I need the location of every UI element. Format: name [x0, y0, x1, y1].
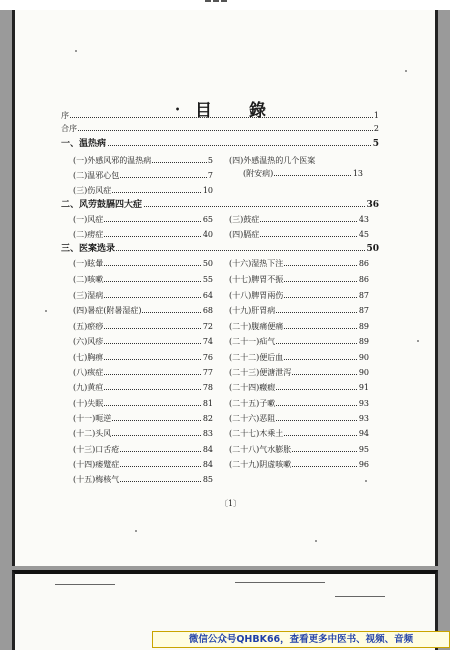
toc-entry-page: 45 [358, 228, 369, 242]
toc-entry-label: (五)瘀痧 [73, 320, 104, 334]
toc-entry-page: 82 [202, 412, 213, 426]
toc-entry-page: 50 [202, 257, 213, 271]
toc-entry-label: (十八)脾胃兩伤 [229, 289, 284, 303]
toc-entry-page: 89 [358, 320, 369, 334]
toc-entry-page: 5 [372, 139, 379, 149]
toc-entry [61, 122, 379, 136]
toc-entry-label: (四)外感温热的几个医案 [229, 154, 316, 168]
toc-entry [73, 458, 213, 472]
toc-entry-label: (十三)口舌疮 [73, 443, 120, 457]
toc-entry-label: 三、医案选录 [61, 244, 116, 254]
toc-entry-label: (二十六)恶阻 [229, 412, 276, 426]
toc-entry-label: (二十四)癥瘕 [229, 381, 276, 395]
toc-entry [73, 397, 213, 411]
toc-entry-page: 68 [202, 304, 213, 318]
scan-speck [315, 540, 317, 542]
toc-entry-page: 95 [358, 443, 369, 457]
toc-entry-label: (十五)梅核气 [73, 473, 120, 487]
toc-entry [61, 242, 379, 256]
toc-leader-dots [61, 145, 379, 146]
toc-entry-page: 93 [358, 412, 369, 426]
toc-entry-page: 87 [358, 304, 369, 318]
scan-speck [135, 530, 137, 532]
toc-entry [73, 213, 213, 227]
toc-entry-page: 96 [358, 458, 369, 472]
scanned-page [12, 10, 438, 566]
toc-entry-label: (四)暑症(附暑湿症) [73, 304, 142, 318]
toc-entry [73, 351, 213, 365]
toc-entry [229, 335, 369, 349]
toc-entry-label: (十二)头风 [73, 427, 112, 441]
toc-entry-label: (十六)湿热下注 [229, 257, 284, 271]
toc-entry [73, 335, 213, 349]
toc-entry-label: (二十二)便后血 [229, 351, 284, 365]
title-char-2: 錄 [249, 101, 268, 121]
scan-speck [405, 70, 407, 72]
toc-entry-label: (四)膈症 [229, 228, 260, 242]
toc-entry [61, 198, 379, 212]
toc-entry-page: 90 [358, 351, 369, 365]
toc-entry-page: 2 [373, 122, 379, 136]
toc-entry-label: (二十七)木乘土 [229, 427, 284, 441]
toc-entry-page: 40 [202, 228, 213, 242]
toc-entry-label: (十一)呃逆 [73, 412, 112, 426]
toc-entry-page: 72 [202, 320, 213, 334]
toc-entry [229, 257, 369, 271]
title-char-1: 目 [195, 101, 214, 121]
toc-entry [229, 154, 369, 168]
toc-entry [229, 351, 369, 365]
toc-entry-label: (二十三)便溏泄泻 [229, 366, 292, 380]
toc-entry-page: 5 [207, 154, 213, 168]
toc-entry [73, 184, 213, 198]
title-bullet: • [175, 104, 183, 114]
top-dash-mark [205, 0, 227, 5]
toc-entry [73, 169, 213, 183]
toc-entry [229, 228, 369, 242]
toc-entry-label: 一、温热病 [61, 139, 107, 149]
toc-entry [229, 412, 369, 426]
watermark-banner: 微信公众号QHBK66，查看更多中医书、视频、音频 [152, 631, 450, 648]
toc-entry [73, 257, 213, 271]
toc-entry-page: 90 [358, 366, 369, 380]
toc-entry [73, 443, 213, 457]
toc-entry-label: (二十八)气水膨胀 [229, 443, 292, 457]
toc-entry-label: (十九)肝胃病 [229, 304, 276, 318]
toc-entry [229, 273, 369, 287]
toc-entry [73, 366, 213, 380]
toc-entry-label: 合序 [61, 122, 78, 136]
toc-entry [229, 304, 369, 318]
toc-entry-page: 13 [352, 167, 363, 181]
toc-entry-page: 87 [358, 289, 369, 303]
toc-entry [73, 320, 213, 334]
toc-entry-label: (三)伤风症 [73, 184, 112, 198]
scan-noise-line [335, 596, 385, 597]
toc-entry-page: 81 [202, 397, 213, 411]
toc-entry [229, 289, 369, 303]
toc-entry-page: 76 [202, 351, 213, 365]
toc-entry [229, 443, 369, 457]
toc-entry-label: (二十)腹痛便痛 [229, 320, 284, 334]
toc-entry-label: (三)湿病 [73, 289, 104, 303]
toc-entry-page: 93 [358, 397, 369, 411]
toc-entry-label: (二)痨症 [73, 228, 104, 242]
toc-entry-label: (六)风疹 [73, 335, 104, 349]
toc-entry-page: 78 [202, 381, 213, 395]
scan-speck [417, 340, 419, 342]
toc-entry-label: (十四)痿躄症 [73, 458, 120, 472]
toc-entry-label: (三)鼓症 [229, 213, 260, 227]
toc-entry-page: 64 [202, 289, 213, 303]
toc-entry [73, 273, 213, 287]
scan-noise-line [55, 584, 115, 585]
toc-entry [73, 228, 213, 242]
toc-entry [73, 381, 213, 395]
toc-entry-label: 二、风劳鼓膈四大症 [61, 200, 143, 210]
toc-entry-page: 86 [358, 257, 369, 271]
toc-entry-page: 86 [358, 273, 369, 287]
toc-entry-page: 91 [358, 381, 369, 395]
toc-entry-label: (十七)脾胃不振 [229, 273, 284, 287]
toc-entry [73, 289, 213, 303]
toc-entry [229, 381, 369, 395]
toc-entry-page: 84 [202, 443, 213, 457]
toc-entry-page: 50 [366, 244, 379, 254]
toc-entry-page: 89 [358, 335, 369, 349]
toc-entry-label: (二)咳嗽 [73, 273, 104, 287]
toc-entry [229, 213, 369, 227]
toc-entry [229, 427, 369, 441]
toc-entry-label: (附安病) [243, 167, 274, 181]
toc-leader-dots [61, 117, 379, 118]
toc-entry-label: (七)胸痹 [73, 351, 104, 365]
scan-speck [45, 310, 47, 312]
toc-entry [229, 458, 369, 472]
toc-leader-dots [61, 130, 379, 131]
toc-entry-label: (一)风症 [73, 213, 104, 227]
toc-entry-page: 55 [202, 273, 213, 287]
scan-noise-line [235, 582, 325, 583]
page-number: 〔1〕 [220, 499, 242, 508]
toc-entry [229, 320, 369, 334]
toc-entry [73, 412, 213, 426]
toc-entry [73, 427, 213, 441]
toc-entry [229, 397, 369, 411]
toc-entry-page: 74 [202, 335, 213, 349]
toc-entry [73, 304, 213, 318]
toc-entry-page: 36 [366, 200, 379, 210]
viewer-top-strip [0, 0, 450, 10]
toc-entry-label: (八)痎症 [73, 366, 104, 380]
toc-entry [73, 154, 213, 168]
toc-entry-page: 77 [202, 366, 213, 380]
toc-entry-page: 85 [202, 473, 213, 487]
toc-entry-label: (一)眩暈 [73, 257, 104, 271]
toc-entry-page: 7 [207, 169, 213, 183]
toc-entry-label: 序 [61, 109, 70, 123]
scan-speck [365, 480, 367, 482]
toc-entry-page: 84 [202, 458, 213, 472]
toc-entry-page: 65 [202, 213, 213, 227]
toc-entry-page: 83 [202, 427, 213, 441]
toc-entry-page: 94 [358, 427, 369, 441]
toc-entry-page: 43 [358, 213, 369, 227]
toc-entry [229, 366, 369, 380]
toc-entry [61, 109, 379, 123]
toc-entry [73, 473, 213, 487]
toc-entry-label: (二十五)子嗽 [229, 397, 276, 411]
toc-entry-label: (二十九)阴虚咳嗽 [229, 458, 292, 472]
toc-entry-page: 1 [373, 109, 379, 123]
toc-entry-label: (二十一)疝气 [229, 335, 276, 349]
toc-entry-label: (二)温邪心包 [73, 169, 120, 183]
toc-entry-label: (一)外感风邪的温热病 [73, 154, 152, 168]
toc-entry [243, 167, 363, 181]
scan-speck [75, 50, 77, 52]
toc-entry-label: (十)失眠 [73, 397, 104, 411]
toc-entry-page: 10 [202, 184, 213, 198]
toc-entry-label: (九)黄疸 [73, 381, 104, 395]
toc-entry [61, 137, 379, 151]
